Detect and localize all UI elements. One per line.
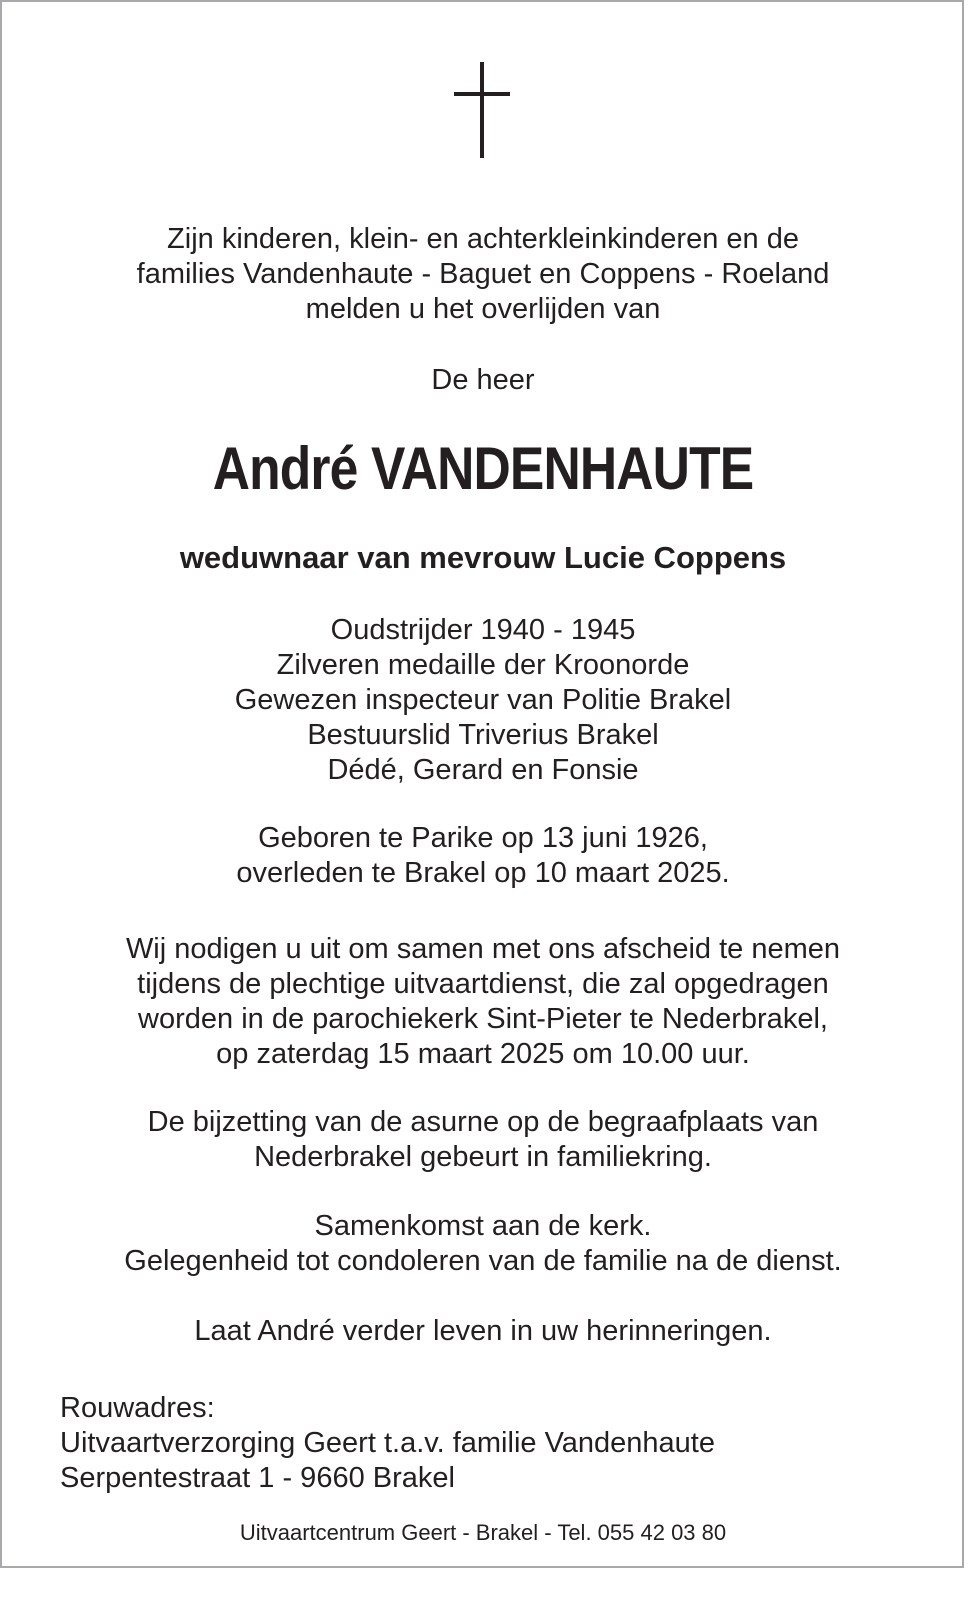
burial-notice xyxy=(2,1105,964,1175)
footer-contact: Uitvaartcentrum Geert - Brakel - Tel. 055 42 03 80 xyxy=(239,1520,727,1545)
date-line: overleden te Brakel op 10 maart 2025. xyxy=(236,857,730,889)
address-label: Rouwadres: xyxy=(60,1392,215,1424)
address-line: Serpentestraat 1 - 9660 Brakel xyxy=(60,1462,455,1494)
titles xyxy=(2,613,964,788)
address-line: Uitvaartverzorging Geert t.a.v. familie Vandenhaute xyxy=(60,1427,715,1459)
memory-text: Laat André verder leven in uw herinneringen. xyxy=(194,1315,772,1347)
invitation-line: Wij nodigen u uit om samen met ons afscheid te nemen xyxy=(125,933,841,965)
burial-line: Nederbrakel gebeurt in familiekring. xyxy=(254,1141,712,1173)
title-line: Bestuurslid Triverius Brakel xyxy=(307,719,659,751)
invitation-line: worden in de parochiekerk Sint-Pieter te Nederbrakel, xyxy=(138,1003,828,1035)
invitation-line: op zaterdag 15 maart 2025 om 10.00 uur. xyxy=(216,1038,750,1070)
title-line: Zilveren medaille der Kroonorde xyxy=(276,649,690,681)
cross-icon xyxy=(454,62,510,158)
invitation-line: tijdens de plechtige uitvaartdienst, die zal opgedragen xyxy=(137,968,829,1000)
title-line: Oudstrijder 1940 - 1945 xyxy=(330,614,636,646)
gathering-line: Samenkomst aan de kerk. xyxy=(314,1210,652,1242)
funeral-invitation xyxy=(2,932,964,1072)
title-line: Gewezen inspecteur van Politie Brakel xyxy=(234,684,732,716)
gathering-notice xyxy=(2,1209,964,1279)
deceased-name: André VANDENHAUTE xyxy=(212,435,754,502)
intro-text xyxy=(2,222,964,327)
title-line: Dédé, Gerard en Fonsie xyxy=(327,754,639,786)
date-line: Geboren te Parike op 13 juni 1926, xyxy=(258,822,708,854)
intro-line: melden u het overlijden van xyxy=(305,293,661,325)
widower-text: weduwnaar van mevrouw Lucie Coppens xyxy=(179,540,787,575)
salutation: De heer xyxy=(431,364,535,396)
intro-line: Zijn kinderen, klein- en achterkleinkinderen en de xyxy=(167,223,799,255)
life-dates xyxy=(2,821,964,891)
gathering-line: Gelegenheid tot condoleren van de familie na de dienst. xyxy=(124,1245,842,1277)
burial-line: De bijzetting van de asurne op de begraafplaats van xyxy=(147,1106,819,1138)
mourning-address xyxy=(60,1391,715,1496)
intro-line: families Vandenhaute - Baguet en Coppens - Roeland xyxy=(136,258,830,290)
